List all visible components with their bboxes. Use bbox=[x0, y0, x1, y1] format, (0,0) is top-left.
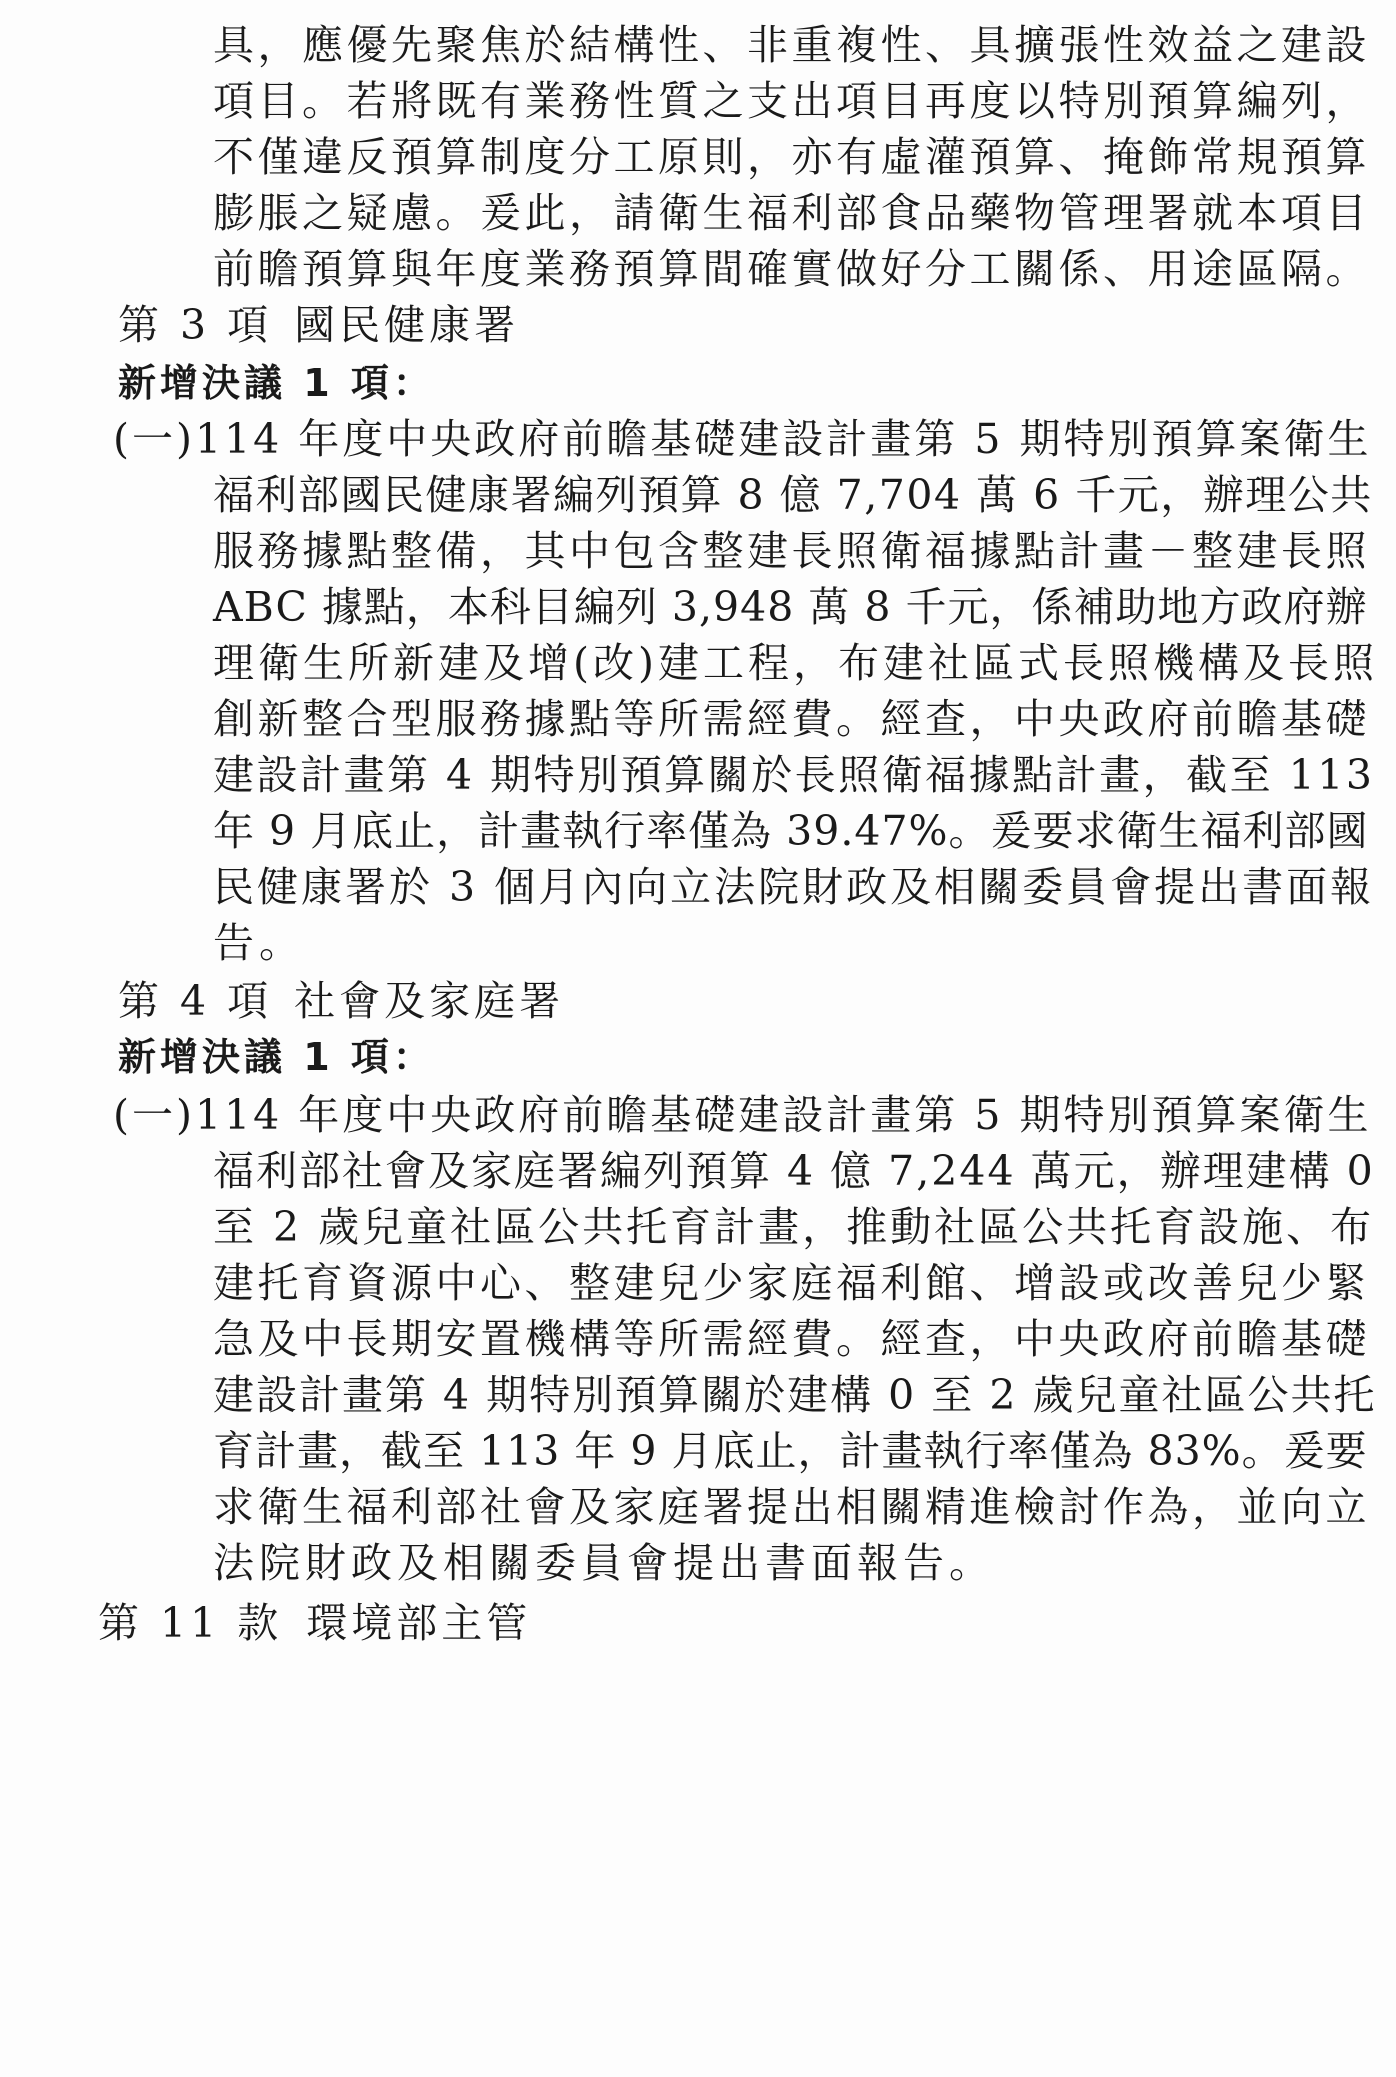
chapter-title: 環境部主管 bbox=[306, 1599, 532, 1647]
item-marker: (一) bbox=[113, 415, 195, 463]
paragraph-line: 告。 bbox=[213, 919, 305, 967]
paragraph-line: 年 9 月底止，計畫執行率僅為 39.47%。爰要求衛生福利部國 bbox=[213, 807, 1369, 855]
item-marker: (一) bbox=[113, 1091, 195, 1139]
paragraph-line: 建設計畫第 4 期特別預算關於建構 0 至 2 歲兒童社區公共托 bbox=[213, 1371, 1377, 1419]
paragraph-line: 急及中長期安置機構等所需經費。經查，中央政府前瞻基礎 bbox=[213, 1315, 1370, 1363]
paragraph-line: 福利部國民健康署編列預算 8 億 7,704 萬 6 千元，辦理公共 bbox=[213, 471, 1373, 519]
section-heading bbox=[118, 976, 564, 1026]
paragraph-line: 膨脹之疑慮。爰此，請衛生福利部食品藥物管理署就本項目 bbox=[213, 189, 1370, 237]
paragraph-line: 至 2 歲兒童社區公共托育計畫，推動社區公共托育設施、布 bbox=[213, 1203, 1375, 1251]
paragraph-line: 法院財政及相關委員會提出書面報告。 bbox=[213, 1539, 995, 1587]
paragraph-line: 前瞻預算與年度業務預算間確實做好分工關係、用途區隔。 bbox=[213, 245, 1370, 293]
paragraph-line: 服務據點整備，其中包含整建長照衛福據點計畫－整建長照 bbox=[213, 527, 1370, 575]
section-title: 國民健康署 bbox=[294, 301, 520, 349]
paragraph-line: 育計畫，截至 113 年 9 月底止，計畫執行率僅為 83%。爰要 bbox=[213, 1427, 1368, 1475]
paragraph-line: 理衛生所新建及增(改)建工程，布建社區式長照機構及長照 bbox=[213, 639, 1378, 687]
chapter-heading bbox=[98, 1598, 531, 1648]
paragraph-line: 創新整合型服務據點等所需經費。經查，中央政府前瞻基礎 bbox=[213, 695, 1370, 743]
item-first-line bbox=[113, 1090, 1371, 1140]
item-first-line bbox=[113, 414, 1371, 464]
paragraph-line: 民健康署於 3 個月內向立法院財政及相關委員會提出書面報 bbox=[213, 863, 1375, 911]
paragraph-line: 建托育資源中心、整建兒少家庭福利館、增設或改善兒少緊 bbox=[213, 1259, 1370, 1307]
item-text: 114 年度中央政府前瞻基礎建設計畫第 5 期特別預算案衛生 bbox=[195, 415, 1372, 463]
resolution-heading: 新增決議 1 項： bbox=[118, 361, 435, 405]
paragraph-line: 福利部社會及家庭署編列預算 4 億 7,244 萬元，辦理建構 0 bbox=[213, 1147, 1375, 1195]
section-title: 社會及家庭署 bbox=[294, 977, 565, 1025]
paragraph-line: 項目。若將既有業務性質之支出項目再度以特別預算編列， bbox=[213, 77, 1370, 125]
paragraph-line: ABC 據點，本科目編列 3,948 萬 8 千元，係補助地方政府辦 bbox=[213, 583, 1368, 631]
paragraph-line: 不僅違反預算制度分工原則，亦有虛灌預算、掩飾常規預算 bbox=[213, 133, 1370, 181]
section-number: 第 4 項 bbox=[118, 977, 273, 1025]
resolution-heading: 新增決議 1 項： bbox=[118, 1035, 435, 1079]
section-number: 第 3 項 bbox=[118, 301, 273, 349]
paragraph-line: 具，應優先聚焦於結構性、非重複性、具擴張性效益之建設 bbox=[213, 21, 1370, 69]
chapter-number: 第 11 款 bbox=[98, 1599, 283, 1647]
paragraph-line: 求衛生福利部社會及家庭署提出相關精進檢討作為，並向立 bbox=[213, 1483, 1370, 1531]
paragraph-line: 建設計畫第 4 期特別預算關於長照衛福據點計畫，截至 113 bbox=[213, 751, 1375, 799]
item-text: 114 年度中央政府前瞻基礎建設計畫第 5 期特別預算案衛生 bbox=[195, 1091, 1372, 1139]
section-heading bbox=[118, 300, 519, 350]
